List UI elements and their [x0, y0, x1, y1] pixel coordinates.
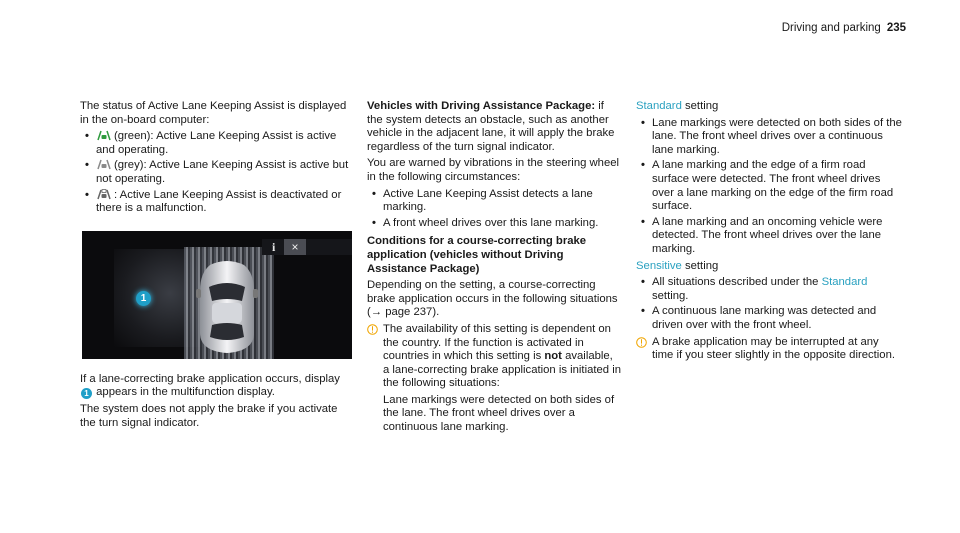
list-item-text: : Active Lane Keeping Assist is deactivated or there is a malfunction. [96, 188, 342, 215]
list-item: • A continuous lane marking was detected and driven over with the front wheel. [636, 305, 902, 332]
list-item [80, 130, 354, 157]
note-text: Lane markings were detected on both sides of the lane. The front wheel drives over a continuous lane marking. [383, 393, 615, 434]
standard-list [636, 117, 902, 257]
multifunction-display-image [82, 231, 352, 359]
paragraph-text: If a lane-correcting brake application occurs, display [80, 372, 340, 385]
warning-list [367, 188, 621, 231]
section-title: Driving and parking [781, 22, 881, 34]
list-item [636, 276, 902, 303]
list-item-text: (grey): Active Lane Keeping Assist is active but not operating. [96, 159, 349, 185]
list-item: • A lane marking and the edge of a firm road surface were detected. The front wheel drives over a lane marking on the edge of the firm road surface. [636, 159, 902, 213]
info-icon: i [272, 239, 276, 254]
list-item: • A lane marking and an oncoming vehicle were detected. The front wheel drives over the lane marking. [636, 216, 902, 257]
note-text: A brake application may be interrupted at any time if you steer slightly in the opposite direction. [652, 335, 896, 362]
standard-link[interactable]: Standard [821, 276, 868, 289]
note-text [383, 323, 621, 391]
sensitive-list [636, 276, 902, 332]
note-text-part: The availability of this setting is dependent on the country. If the function is activated in countries in which this setting is [383, 322, 611, 363]
list-item: • Active Lane Keeping Assist detects a lane marking. [367, 188, 621, 215]
column-3 [636, 100, 902, 366]
info-note-icon [636, 337, 647, 348]
list-item-text: setting. [652, 289, 689, 302]
conditions-heading: Conditions for a course-correcting brake application (vehicles without Driving Assistance Package) [367, 235, 587, 275]
page-number: 235 [886, 22, 906, 34]
info-note-icon [367, 324, 378, 335]
page-header [782, 22, 906, 36]
note-availability [367, 323, 621, 435]
standard-setting-heading [636, 100, 902, 114]
vehicles-heading: Vehicles with Driving Assistance Package: [367, 100, 596, 112]
standard-label: Standard [636, 100, 682, 112]
status-intro: The status of Active Lane Keeping Assist is displayed in the on-board computer: [80, 100, 347, 126]
note-text-part: available, a lane-correcting brake application is initiated in the following situations: [383, 350, 621, 390]
vehicles-text: if the system detects an obstacle, such as another vehicle in the adjacent lane, it will apply the brake regardless of the turn signal indicator. [367, 100, 615, 153]
column-1 [80, 100, 354, 433]
list-item-text: (green): Active Lane Keeping Assist is active and operating. [96, 130, 337, 156]
setting-word: setting [685, 100, 719, 112]
list-item [80, 189, 354, 216]
lane-keeping-grey-icon [96, 159, 112, 170]
car-icon [188, 259, 266, 355]
list-item-text: All situations described under the [652, 276, 819, 289]
column-2 [367, 100, 621, 438]
paragraph-vehicles [367, 100, 621, 154]
status-list [80, 130, 354, 216]
display-top-bar [262, 239, 352, 255]
paragraph-text: appears in the multifunction display. [96, 386, 275, 399]
paragraph-warned: You are warned by vibrations in the steering wheel in the following circumstances: [367, 157, 620, 183]
callout-number-badge: 1 [81, 388, 92, 399]
setting-word: setting [684, 259, 719, 272]
conditions-text: Depending on the setting, a course-correcting brake application occurs in the following situations (→ page 237). [367, 279, 618, 319]
close-icon: × [284, 239, 306, 255]
note-interrupt [636, 336, 902, 363]
sensitive-setting-heading [636, 260, 902, 274]
paragraph-turn-signal: The system does not apply the brake if you activate the turn signal indicator. [80, 402, 338, 429]
paragraph-brake-display [80, 373, 354, 400]
callout-marker: 1 [136, 291, 151, 306]
list-item: • A front wheel drives over this lane marking. [367, 217, 621, 231]
list-item [80, 159, 354, 186]
list-item: • Lane markings were detected on both sides of the lane. The front wheel drives over a continuous lane marking. [636, 117, 902, 158]
lane-keeping-off-icon [96, 189, 112, 200]
sensitive-label: Sensitive [636, 259, 682, 272]
note-emphasis: not [544, 350, 562, 363]
lane-keeping-green-icon [96, 130, 112, 141]
